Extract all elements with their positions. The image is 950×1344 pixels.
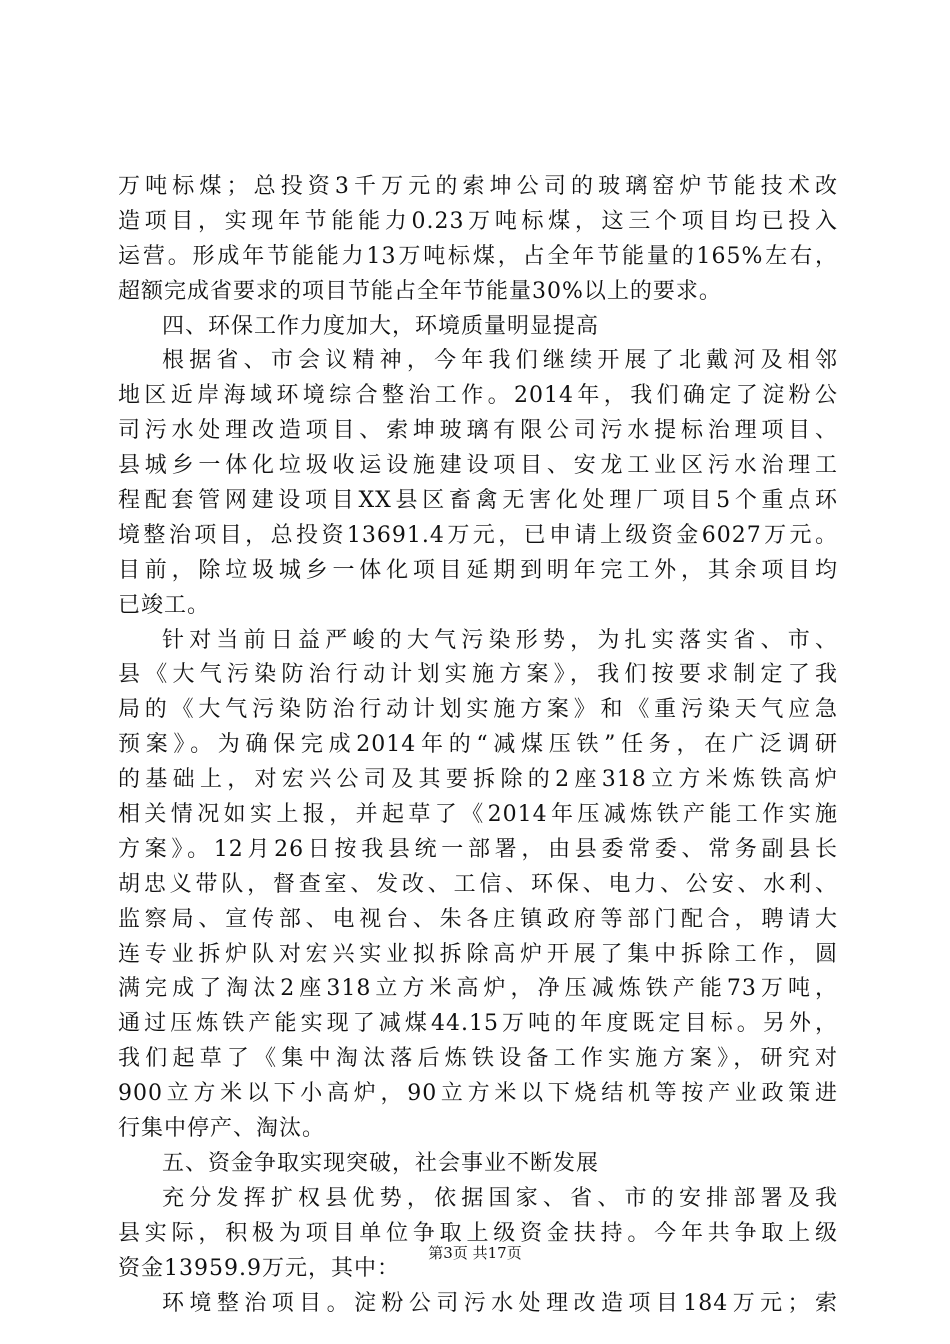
text-line: 环境整治项目。淀粉公司污水处理改造项目184万元；索 [162, 1290, 838, 1316]
text-line: 局的《大气污染防治行动计划实施方案》和《重污染天气应急 [118, 697, 838, 723]
text-line: 胡忠义带队，督查室、发改、工信、环保、电力、公安、水利、 [118, 871, 838, 897]
text-line: 超额完成省要求的项目节能占全年节能量30%以上的要求。 [118, 278, 722, 304]
text-line: 万吨标煤；总投资3千万元的索坤公司的玻璃窑炉节能技术改 [118, 174, 838, 199]
text-line: 运营。形成年节能能力13万吨标煤，占全年节能量的165%左右， [118, 243, 838, 269]
text-line: 县《大气污染防治行动计划实施方案》，我们按要求制定了我 [118, 662, 838, 688]
text-line: 资金13959.9万元，其中： [118, 1255, 400, 1281]
text-line: 县实际，积极为项目单位争取上级资金扶持。今年共争取上级 [118, 1220, 838, 1246]
text-line: 900立方米以下小高炉，90立方米以下烧结机等按产业政策进 [118, 1081, 838, 1107]
text-line: 已竣工。 [118, 592, 211, 618]
text-line: 地区近岸海域环境综合整治工作。2014年，我们确定了淀粉公 [118, 383, 838, 409]
text-line: 预案》。为确保完成2014年的“减煤压铁”任务，在广泛调研 [118, 732, 838, 758]
text-line: 监察局、宣传部、电视台、朱各庄镇政府等部门配合，聘请大 [118, 906, 838, 932]
text-line: 满完成了淘汰2座318立方米高炉，净压减炼铁产能73万吨， [118, 976, 838, 1002]
text-line: 目前，除垃圾城乡一体化项目延期到明年完工外，其余项目均 [118, 557, 838, 583]
text-line: 县城乡一体化垃圾收运设施建设项目、安龙工业区污水治理工 [118, 453, 838, 479]
text-line: 针对当前日益严峻的大气污染形势，为扎实落实省、市、 [162, 627, 838, 653]
document-body [118, 170, 838, 1321]
section-heading: 四、环保工作力度加大，环境质量明显提高 [162, 313, 600, 339]
text-line: 的基础上，对宏兴公司及其要拆除的2座318立方米炼铁高炉 [118, 767, 838, 793]
text-line: 程配套管网建设项目XX县区畜禽无害化处理厂项目5个重点环 [118, 488, 838, 514]
text-line: 通过压炼铁产能实现了减煤44.15万吨的年度既定目标。另外， [118, 1011, 838, 1037]
text-line: 司污水处理改造项目、索坤玻璃有限公司污水提标治理项目、 [118, 418, 838, 444]
text-line: 相关情况如实上报，并起草了《2014年压减炼铁产能工作实施 [118, 802, 838, 828]
page-footer [0, 1243, 950, 1263]
text-line: 造项目，实现年节能能力0.23万吨标煤，这三个项目均已投入 [118, 208, 838, 234]
section-heading: 五、资金争取实现突破，社会事业不断发展 [162, 1150, 600, 1176]
text-line: 境整治项目，总投资13691.4万元，已申请上级资金6027万元。 [118, 522, 838, 548]
text-line: 根据省、市会议精神，今年我们继续开展了北戴河及相邻 [162, 348, 838, 374]
text-line: 充分发挥扩权县优势，依据国家、省、市的安排部署及我 [162, 1185, 838, 1211]
text-line: 方案》。12月26日按我县统一部署，由县委常委、常务副县长 [118, 836, 838, 862]
text-line: 我们起草了《集中淘汰落后炼铁设备工作实施方案》，研究对 [118, 1046, 838, 1072]
text-line: 行集中停产、淘汰。 [118, 1116, 326, 1142]
text-line: 连专业拆炉队对宏兴实业拟拆除高炉开展了集中拆除工作，圆 [118, 941, 838, 967]
page-indicator: 第3页 共17页 [428, 1244, 522, 1262]
